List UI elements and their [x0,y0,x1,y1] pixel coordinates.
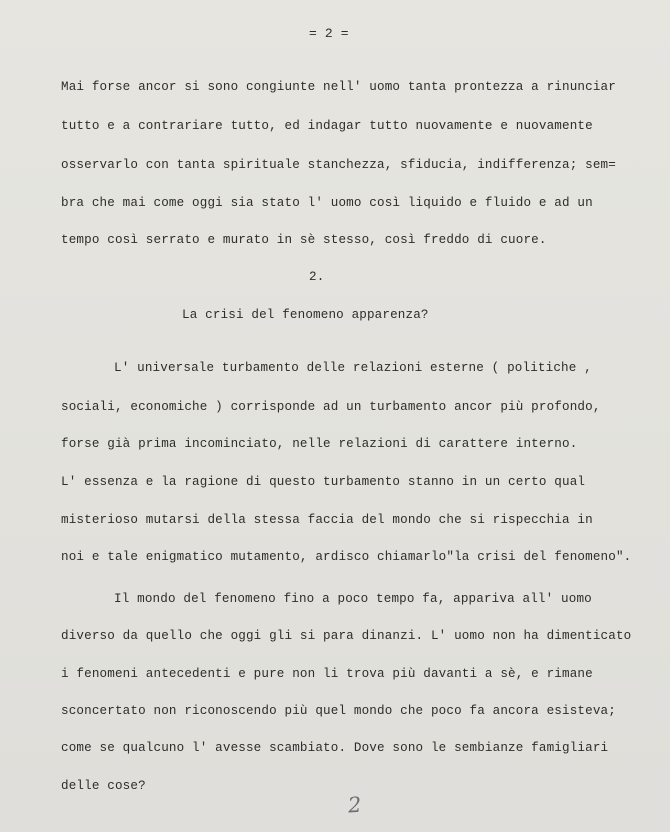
paragraph-line: diverso da quello che oggi gli si para dinanzi. L' uomo non ha dimenticato [61,629,632,643]
paragraph-line: osservarlo con tanta spirituale stanchezza, sfiducia, indifferenza; sem= [61,158,616,172]
paragraph-line: tempo così serrato e murato in sè stesso, così freddo di cuore. [61,233,547,247]
paragraph-line: sconcertato non riconoscendo più quel mondo che poco fa ancora esisteva; [61,704,616,718]
paragraph-line: L' universale turbamento delle relazioni esterne ( politiche , [114,361,592,375]
section-title: La crisi del fenomeno apparenza? [182,308,429,322]
page-header: = 2 = [309,26,349,41]
paragraph-line: noi e tale enigmatico mutamento, ardisco chiamarlo"la crisi del fenomeno". [61,550,632,564]
paragraph-line: come se qualcuno l' avesse scambiato. Dove sono le sembianze famigliari [61,741,609,755]
paragraph-line: L' essenza e la ragione di questo turbamento stanno in un certo qual [61,475,586,489]
paragraph-line: tutto e a contrariare tutto, ed indagar tutto nuovamente e nuovamente [61,119,593,133]
section-number: 2. [309,270,325,284]
paragraph-line: sociali, economiche ) corrisponde ad un turbamento ancor più profondo, [61,400,601,414]
handwritten-page-number: 2 [347,792,363,818]
paragraph-line: bra che mai come oggi sia stato l' uomo così liquido e fluido e ad un [61,196,593,210]
paragraph-line: Mai forse ancor si sono congiunte nell' uomo tanta prontezza a rinunciar [61,80,616,94]
paragraph-line: forse già prima incominciato, nelle relazioni di carattere interno. [61,437,578,451]
paragraph-line: Il mondo del fenomeno fino a poco tempo fa, appariva all' uomo [114,592,592,606]
paragraph-line: i fenomeni antecedenti e pure non li trova più davanti a sè, e rimane [61,667,593,681]
paragraph-line: misterioso mutarsi della stessa faccia del mondo che si rispecchia in [61,513,593,527]
paragraph-line: delle cose? [61,779,146,793]
